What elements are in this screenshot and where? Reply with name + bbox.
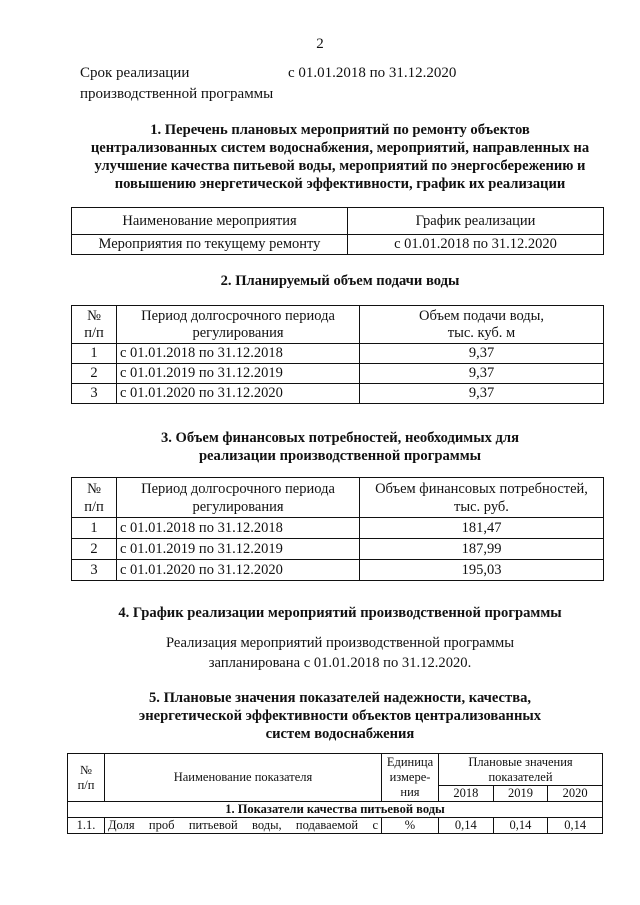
section1-table: [71, 207, 604, 255]
col-header-year-2019: 2019: [493, 786, 548, 802]
section4-text: Реализация мероприятий производственной программы запланирована с 01.01.2018 по 31.12.2020.: [165, 635, 515, 671]
section5-table: [67, 753, 603, 834]
cell-activity: Мероприятия по текущему ремонту: [72, 235, 348, 255]
section5-title: 5. Плановые значения показателей надежности, качества, энергетической эффективности объектов централизованных систем водоснабжения: [138, 690, 542, 742]
col-header-activity: Наименование мероприятия: [72, 208, 348, 235]
table-row: 1 с 01.01.2018 по 31.12.2018 181,47: [72, 518, 604, 539]
col-header-schedule: График реализации: [348, 208, 604, 235]
col-header-num: № п/п: [72, 478, 117, 518]
term-label: Срок реализации производственной программы: [80, 65, 274, 102]
col-header-year-2020: 2020: [548, 786, 603, 802]
col-header-period: Период долгосрочного периода регулирования: [117, 306, 360, 344]
col-header-indicator: Наименование показателя: [105, 754, 382, 802]
page-number: 2: [316, 36, 324, 52]
col-header-plan-values: Плановые значения показателей: [439, 754, 603, 786]
col-header-unit: Единица измере- ния: [382, 754, 439, 802]
table-row: 2 с 01.01.2019 по 31.12.2019 9,37: [72, 364, 604, 384]
section4-title: 4. График реализации мероприятий производственной программы: [118, 605, 562, 621]
table-row: 3 с 01.01.2020 по 31.12.2020 195,03: [72, 560, 604, 581]
section2-title: 2. Планируемый объем подачи воды: [220, 273, 460, 289]
section3-title: 3. Объем финансовых потребностей, необходимых для реализации производственной программы: [160, 430, 520, 464]
group-row-quality: 1. Показатели качества питьевой воды: [68, 802, 603, 818]
col-header-finance: Объем финансовых потребностей, тыс. руб.: [360, 478, 604, 518]
col-header-period: Период долгосрочного периода регулирования: [117, 478, 360, 518]
col-header-volume: Объем подачи воды, тыс. куб. м: [360, 306, 604, 344]
table-row: 3 с 01.01.2020 по 31.12.2020 9,37: [72, 384, 604, 404]
table-row: 1.1. Доля проб питьевой воды, подаваемой с % 0,14 0,14 0,14: [68, 818, 603, 834]
section1-title: 1. Перечень плановых мероприятий по ремонту объектов централизованных систем водоснабжения, мероприятий, направленных на улучшение качества питьевой воды, мероприятий по энергосбережению и повышению энергетической эффективности, график их реализации: [90, 122, 590, 192]
table-row: 1 с 01.01.2018 по 31.12.2018 9,37: [72, 344, 604, 364]
section2-table: [71, 305, 604, 404]
col-header-year-2018: 2018: [439, 786, 494, 802]
col-header-num: № п/п: [68, 754, 105, 802]
term-value: с 01.01.2018 по 31.12.2020: [288, 65, 457, 81]
table-row: 2 с 01.01.2019 по 31.12.2019 187,99: [72, 539, 604, 560]
col-header-num: № п/п: [72, 306, 117, 344]
cell-schedule: с 01.01.2018 по 31.12.2020: [348, 235, 604, 255]
section3-table: [71, 477, 604, 581]
